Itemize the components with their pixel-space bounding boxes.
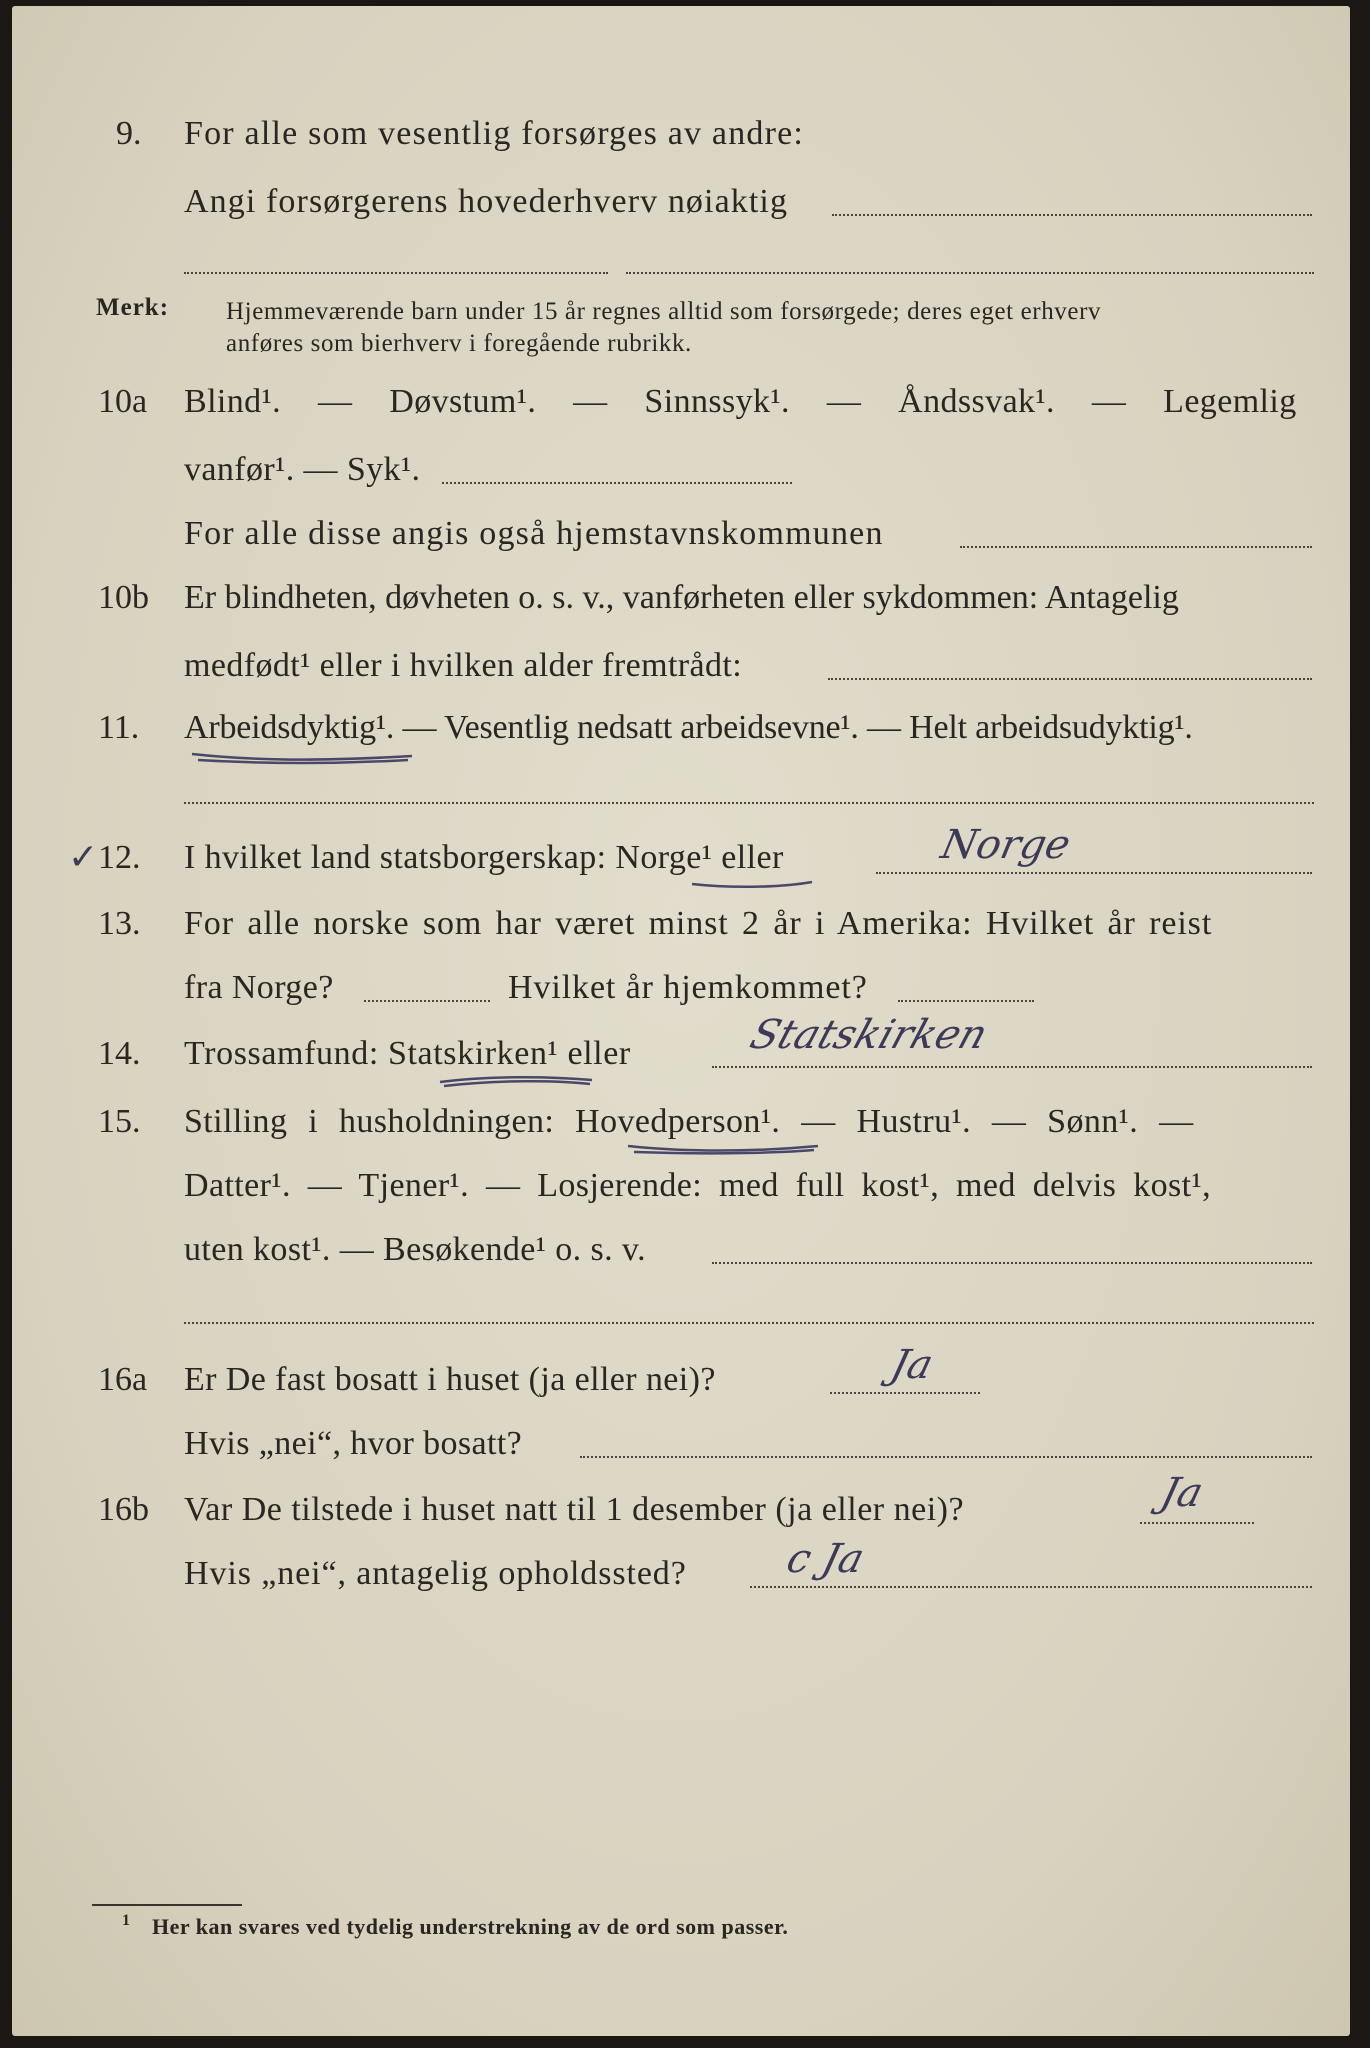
question-13-reist-line	[364, 1000, 490, 1002]
question-16b-handwritten-answer-2: c Ja	[782, 1536, 869, 1582]
footnote-text: Her kan svares ved tydelig understrekning av de ord som passer.	[152, 1914, 789, 1939]
question-10b-line2: medfødt¹ eller i hvilken alder fremtrådt:	[184, 647, 743, 684]
question-14-line1: Trossamfund: Statskirken¹ eller	[184, 1035, 631, 1072]
question-9-line2: Angi forsørgerens hovederhverv nøiaktig	[184, 183, 789, 220]
question-16a-line1: Er De fast bosatt i huset (ja eller nei)?	[184, 1361, 716, 1398]
question-15-extra-line	[184, 1322, 1314, 1324]
question-15-line1: Stilling i husholdningen: Hovedperson¹. — Hustru¹. — Sønn¹. —	[184, 1103, 1194, 1140]
question-16b-line1: Var De tilstede i huset natt til 1 desember (ja eller nei)?	[184, 1491, 965, 1528]
question-15-underline-mark	[624, 1140, 824, 1156]
question-9-extra-line-a	[184, 272, 608, 274]
question-16b-answer-line	[1140, 1522, 1254, 1524]
question-16a-line2: Hvis „nei“, hvor bosatt?	[184, 1425, 523, 1462]
question-16a-handwritten-answer: Ja	[886, 1342, 938, 1388]
question-16b-line2: Hvis „nei“, antagelig opholdssted?	[184, 1555, 687, 1592]
question-9-number: 9.	[116, 115, 142, 152]
question-14-handwritten-answer: Statskirken	[744, 1012, 994, 1058]
question-10b-answer-line	[828, 678, 1312, 680]
merk-line2: anføres som bierhverv i foregående rubrikk.	[226, 330, 692, 357]
question-15-line2: Datter¹. — Tjener¹. — Losjerende: med full kost¹, med delvis kost¹,	[184, 1167, 1211, 1204]
question-10a-answer-line	[442, 482, 792, 484]
merk-line1: Hjemmeværende barn under 15 år regnes alltid som forsørgede; deres eget erhverv	[226, 298, 1102, 325]
question-15-number: 15.	[98, 1103, 141, 1140]
question-10a-line1: Blind¹. — Døvstum¹. — Sinnssyk¹. — Åndssvak¹. — Legemlig	[184, 383, 1297, 420]
question-16b-handwritten-answer: Ja	[1156, 1470, 1208, 1516]
question-12-handwritten-answer: Norge	[937, 822, 1075, 868]
census-form-page	[12, 6, 1350, 2036]
question-13-line1: For alle norske som har været minst 2 år i Amerika: Hvilket år reist	[184, 905, 1213, 942]
question-16b-opholdssted-line	[750, 1586, 1312, 1588]
footnote-rule	[92, 1904, 242, 1906]
question-10a-number: 10a	[98, 383, 148, 420]
question-12-underline-mark	[688, 876, 818, 892]
question-12-answer-line	[876, 872, 1312, 874]
question-14-answer-line	[712, 1066, 1312, 1068]
question-10a-line2: vanfør¹. — Syk¹.	[184, 451, 421, 488]
footnote-mark: 1	[122, 1912, 131, 1929]
question-13-line2a: fra Norge?	[184, 969, 334, 1006]
question-14-underline-mark	[436, 1072, 596, 1088]
question-11-underline-mark	[188, 746, 418, 766]
question-13-line2b: Hvilket år hjemkommet?	[508, 969, 868, 1006]
question-16a-number: 16a	[98, 1361, 148, 1398]
merk-label: Merk:	[96, 294, 170, 321]
question-9-extra-line-b	[626, 272, 1314, 274]
question-9-line1: For alle som vesentlig forsørges av andre:	[184, 115, 805, 152]
question-13-number: 13.	[98, 905, 141, 942]
question-16a-answer-line	[830, 1392, 980, 1394]
question-15-line3: uten kost¹. — Besøkende¹ o. s. v.	[184, 1231, 647, 1268]
question-13-hjemkommet-line	[898, 1000, 1034, 1002]
question-16a-bosatt-line	[580, 1456, 1312, 1458]
question-16b-number: 16b	[98, 1491, 149, 1528]
question-10a-hjemstavn-line	[960, 546, 1312, 548]
question-10b-number: 10b	[98, 579, 149, 616]
question-12-line1: I hvilket land statsborgerskap: Norge¹ eller	[184, 839, 784, 876]
question-10b-line1: Er blindheten, døvheten o. s. v., vanførheten eller sykdommen: Antagelig	[184, 579, 1179, 616]
question-11-answer-line	[184, 802, 1314, 804]
question-14-number: 14.	[98, 1035, 141, 1072]
checkmark-icon: ✓	[68, 837, 99, 877]
question-11-number: 11.	[98, 709, 140, 746]
question-9-answer-line	[832, 214, 1312, 216]
question-10a-line3: For alle disse angis også hjemstavnskommunen	[184, 515, 884, 552]
question-15-answer-line	[712, 1262, 1312, 1264]
question-12-number: 12.	[98, 839, 141, 876]
question-11-line1: Arbeidsdyktig¹. — Vesentlig nedsatt arbeidsevne¹. — Helt arbeidsudyktig¹.	[184, 709, 1193, 746]
